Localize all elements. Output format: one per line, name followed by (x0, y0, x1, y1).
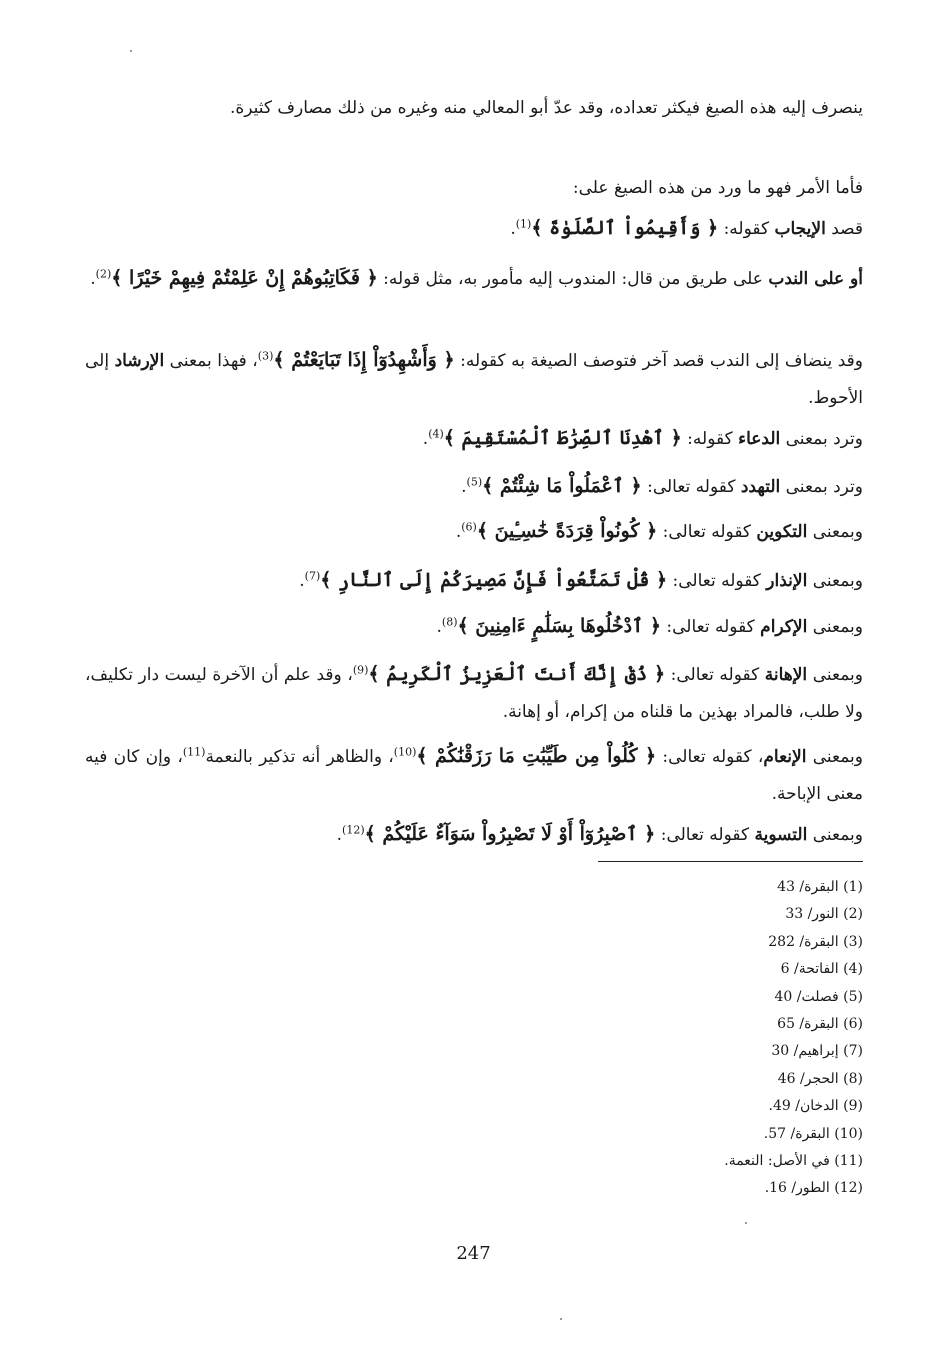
page-number: 247 (456, 1243, 491, 1264)
paragraph-p2 (85, 170, 863, 207)
bold-term: الإرشاد (114, 351, 165, 371)
text-run: وبمعنى (806, 747, 863, 767)
footnote-text: الطور/ 16. (764, 1180, 830, 1197)
quran-quote: ﴿ ٱصْبِرُوٓاْ أَوْ لَا تَصْبِرُواْ سَوَآءٌ عَلَيْكُمْ ﴾ (364, 823, 656, 845)
text-run: ، وإن كان فيه معنى الإباحة. (85, 747, 863, 804)
paragraph-p10 (85, 608, 863, 646)
bold-term: الندب (768, 269, 809, 289)
footnote-text: البقرة/ 282 (768, 933, 839, 950)
bold-term: الإكرام (760, 617, 808, 637)
scan-speck (130, 50, 132, 52)
quran-quote: ﴿ كُلُواْ مِن طَيِّبَٰتِ مَا رَزَقْنَٰكُمْ ﴾ (416, 745, 657, 767)
footnote-number: (5) (843, 988, 863, 1005)
footnote-text: فصلت/ 40 (774, 988, 839, 1005)
footnote-marker: (11) (182, 745, 206, 759)
footnote (724, 1148, 863, 1175)
bold-term: الإهانة (764, 665, 808, 685)
footnotes (724, 874, 863, 1203)
paragraph-p13 (85, 816, 863, 854)
text-run: وقد ينضاف إلى الندب قصد آخر فتوصف الصيغة به كقوله: (454, 351, 863, 371)
bold-term: التسوية (754, 825, 808, 845)
bold-term: التكوين (756, 522, 808, 542)
bold-term: أو على (808, 269, 863, 289)
footnote-marker: (8) (441, 615, 458, 629)
quran-quote: ﴿ كُونُواْ قِرَدَةً خَٰسِـِٔينَ ﴾ (476, 520, 658, 542)
footnote-text: الفاتحة/ 6 (780, 961, 839, 978)
scan-speck (745, 1222, 747, 1224)
footnote-marker: (5) (466, 475, 483, 489)
footnote-text: الحجر/ 46 (777, 1070, 839, 1087)
text-run: . (436, 617, 442, 637)
footnote (724, 1038, 863, 1065)
footnote (724, 929, 863, 956)
text-run: وبمعنى (807, 825, 863, 845)
scan-speck (560, 1318, 562, 1320)
text-run: وبمعنى (807, 522, 863, 542)
footnote (724, 1011, 863, 1038)
footnote-number: (12) (834, 1180, 863, 1197)
paragraph-p11 (85, 656, 863, 731)
text-run: كقوله: (718, 219, 775, 239)
footnote-text: النور/ 33 (785, 906, 839, 923)
footnote-number: (10) (834, 1125, 863, 1142)
footnote-separator (598, 861, 863, 862)
text-run: ينصرف إليه هذه الصيغ فيكثر تعداده، وقد عدّ أبو المعالي منه وغيره من ذلك مصارف كثيرة. (229, 98, 863, 118)
footnote-text: الدخان/ 49. (768, 1098, 839, 1115)
paragraph-p4 (85, 260, 863, 298)
text-run: وبمعنى (807, 571, 863, 591)
text-run: كقوله تعالى: (661, 617, 761, 637)
quran-quote: ﴿ وَأَشْهِدُوٓاْ إِذَا تَبَايَعْتُمْ ﴾ (273, 349, 455, 371)
text-run: ، والظاهر أنه تذكير بالنعمة (205, 747, 394, 767)
footnote-number: (7) (843, 1043, 863, 1060)
bold-term: الإنذار (766, 571, 808, 591)
footnote-marker: (6) (461, 520, 477, 534)
quran-quote: ﴿ قُلْ تَمَتَّعُواْ فَإِنَّ مَصِيرَكُمْ إِلَى ٱلنَّارِ ﴾ (320, 569, 668, 591)
text-run: . (299, 571, 305, 591)
quran-quote: ﴿ ٱعْمَلُواْ مَا شِئْتُمْ ﴾ (482, 475, 642, 497)
footnote-number: (11) (834, 1153, 863, 1170)
footnote-marker: (9) (352, 663, 369, 677)
text-run: ، فهذا بمعنى (164, 351, 258, 371)
footnote (724, 1175, 863, 1202)
text-run: كقوله تعالى: (641, 477, 741, 497)
paragraph-p12 (85, 738, 863, 813)
footnote (724, 901, 863, 928)
paragraph-p1 (85, 90, 863, 127)
footnote-number: (1) (843, 879, 863, 895)
paragraph-p9 (85, 562, 863, 600)
quran-quote: ﴿ وَأَقِيمُواْ ٱلصَّلَوٰةَ ﴾ (531, 217, 719, 239)
text-run: وبمعنى (807, 617, 863, 637)
text-run: كقوله تعالى: (665, 665, 765, 685)
text-run: . (90, 269, 96, 289)
footnote-number: (9) (843, 1098, 863, 1115)
footnote-marker: (1) (515, 217, 532, 231)
text-run: . (455, 522, 462, 542)
bold-term: الإنعام (763, 747, 807, 767)
footnote-number: (6) (843, 1016, 863, 1033)
quran-quote: ﴿ فَكَاتِبُوهُمْ إِنْ عَلِمْتُمْ فِيهِمْ خَيْرًا ﴾ (111, 267, 378, 289)
text-run: قصد (825, 219, 863, 239)
text-run: . (422, 429, 429, 449)
footnote-marker: (10) (393, 745, 417, 759)
paragraph-p3 (85, 210, 863, 248)
paragraph-p5 (85, 342, 863, 417)
footnote-marker: (4) (428, 427, 444, 441)
bold-term: الدعاء (738, 429, 781, 449)
footnote (724, 956, 863, 983)
footnote-number: (2) (843, 906, 863, 923)
footnote (724, 1066, 863, 1093)
bold-term: الإيجاب (774, 219, 826, 239)
text-run: على طريق من قال: المندوب إليه مأمور به، مثل قوله: (377, 269, 769, 289)
footnote (724, 984, 863, 1011)
paragraph-p8 (85, 513, 863, 551)
paragraph-p6 (85, 420, 863, 458)
text-run: فأما الأمر فهو ما ورد من هذه الصيغ على: (572, 178, 863, 198)
bold-term: التهدد (740, 477, 781, 497)
text-run: كقوله تعالى: (657, 522, 757, 542)
text-run: كقوله تعالى: (667, 571, 767, 591)
page (85, 0, 863, 1353)
paragraph-p7 (85, 468, 863, 506)
footnote-text: في الأصل: النعمة. (724, 1153, 830, 1170)
text-run: وبمعنى (807, 665, 863, 685)
footnote-number: (3) (843, 933, 863, 950)
text-run: كقوله: (681, 429, 739, 449)
text-run: إلى الأحوط. (85, 351, 863, 408)
quran-quote: ﴿ ذُقْ إِنَّكَ أَنتَ ٱلْعَزِيزُ ٱلْكَرِيمُ ﴾ (368, 663, 666, 685)
footnote-marker: (2) (95, 267, 112, 281)
footnote-text: البقرة/ 43 (777, 879, 839, 895)
footnote-marker: (12) (342, 823, 365, 837)
footnote-text: إبراهيم/ 30 (771, 1043, 839, 1060)
footnote-marker: (3) (257, 349, 274, 363)
text-run: . (461, 477, 467, 497)
quran-quote: ﴿ ٱهْدِنَا ٱلصِّرَٰطَ ٱلْمُسْتَقِيمَ ﴾ (443, 427, 682, 449)
text-run: . (336, 825, 343, 845)
text-run: . (510, 219, 516, 239)
footnote (724, 874, 863, 901)
footnote-number: (8) (843, 1070, 863, 1087)
footnote-marker: (7) (304, 569, 321, 583)
footnote-text: البقرة/ 57. (763, 1125, 830, 1142)
footnote-text: البقرة/ 65 (777, 1016, 839, 1033)
footnote (724, 1093, 863, 1120)
text-run: ، كقوله تعالى: (656, 747, 764, 767)
text-run: وترد بمعنى (780, 429, 863, 449)
quran-quote: ﴿ ٱدْخُلُوهَا بِسَلَٰمٍ ءَامِنِينَ ﴾ (457, 615, 661, 637)
footnote-number: (4) (843, 961, 863, 978)
text-run: وترد بمعنى (780, 477, 863, 497)
footnote (724, 1121, 863, 1148)
text-run: كقوله تعالى: (655, 825, 755, 845)
text-run: ، وقد علم أن الآخرة ليست دار تكليف، ولا طلب، فالمراد بهذين ما قلناه من إكرام، أو إهانة. (85, 665, 863, 722)
